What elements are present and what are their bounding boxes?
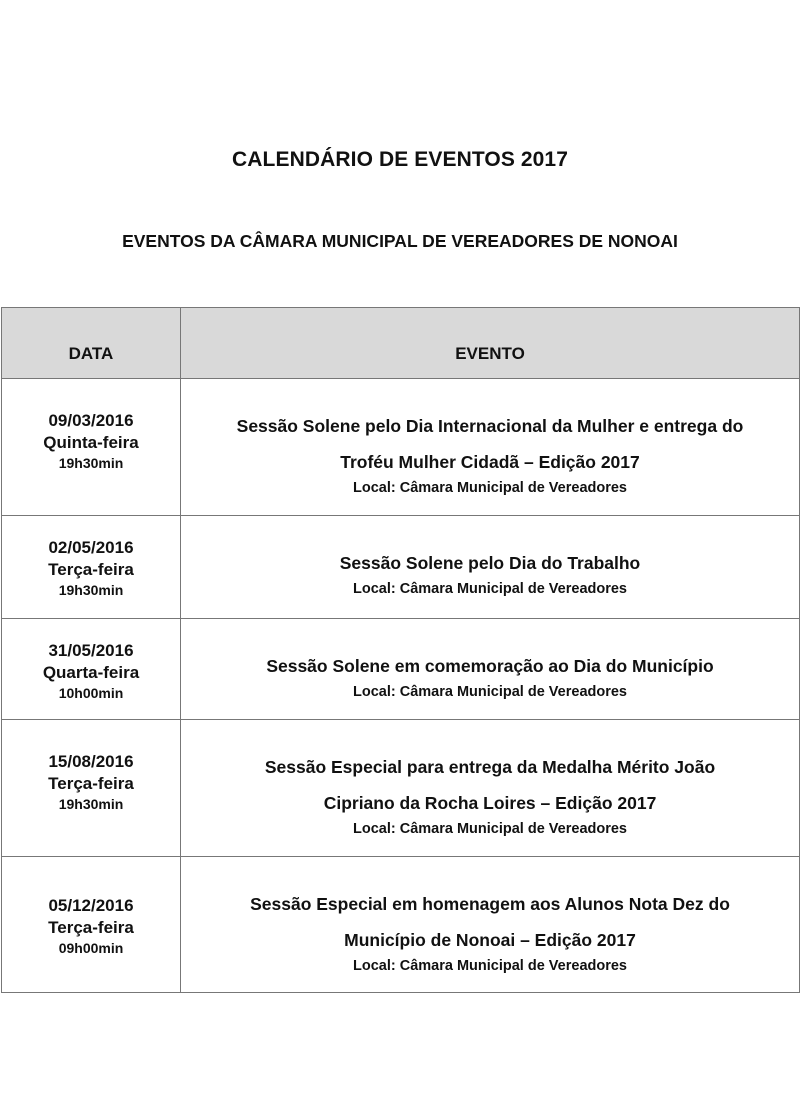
event-date: 05/12/2016 bbox=[48, 896, 134, 915]
event-cell bbox=[181, 379, 800, 516]
event-title-line: Troféu Mulher Cidadã – Edição 2017 bbox=[340, 452, 640, 472]
event-date: 15/08/2016 bbox=[48, 752, 134, 771]
event-title-line: Sessão Solene pelo Dia Internacional da Mulher e entrega do bbox=[236, 416, 744, 436]
table-row bbox=[2, 619, 800, 720]
date-cell bbox=[2, 720, 181, 857]
event-title-line: Cipriano da Rocha Loires – Edição 2017 bbox=[323, 793, 657, 813]
event-time: 09h00min bbox=[58, 940, 124, 956]
event-weekday: Terça-feira bbox=[48, 560, 134, 579]
event-weekday: Quinta-feira bbox=[43, 433, 139, 452]
event-location: Local: Câmara Municipal de Vereadores bbox=[353, 958, 627, 974]
event-location: Local: Câmara Municipal de Vereadores bbox=[353, 821, 627, 837]
table-header-row bbox=[2, 308, 800, 379]
event-weekday: Terça-feira bbox=[48, 774, 134, 793]
event-time: 19h30min bbox=[58, 582, 124, 598]
event-title-line: Sessão Especial para entrega da Medalha Mérito João bbox=[264, 757, 716, 777]
table-row bbox=[2, 379, 800, 516]
event-time: 19h30min bbox=[58, 796, 124, 812]
event-location: Local: Câmara Municipal de Vereadores bbox=[353, 684, 627, 700]
table-row bbox=[2, 516, 800, 619]
event-cell bbox=[181, 619, 800, 720]
events-table bbox=[1, 307, 800, 993]
event-location: Local: Câmara Municipal de Vereadores bbox=[353, 480, 627, 496]
event-cell bbox=[181, 516, 800, 619]
page-subtitle: EVENTOS DA CÂMARA MUNICIPAL DE VEREADORES DE NONOAI bbox=[122, 231, 678, 251]
date-cell bbox=[2, 857, 181, 993]
event-date: 02/05/2016 bbox=[48, 538, 134, 557]
event-location: Local: Câmara Municipal de Vereadores bbox=[353, 581, 627, 597]
event-cell bbox=[181, 720, 800, 857]
column-header-event: EVENTO bbox=[181, 308, 800, 379]
event-title-line: Sessão Solene pelo Dia do Trabalho bbox=[339, 553, 641, 573]
page-title: CALENDÁRIO DE EVENTOS 2017 bbox=[232, 148, 568, 171]
event-cell bbox=[181, 857, 800, 993]
event-title-line: Município de Nonoai – Edição 2017 bbox=[344, 930, 636, 950]
event-time: 10h00min bbox=[58, 685, 124, 701]
event-title-line: Sessão Especial em homenagem aos Alunos Nota Dez do bbox=[250, 894, 730, 914]
column-header-date: DATA bbox=[2, 308, 181, 379]
event-time: 19h30min bbox=[58, 455, 124, 471]
event-title-line: Sessão Solene em comemoração ao Dia do Município bbox=[266, 656, 714, 676]
date-cell bbox=[2, 619, 181, 720]
date-cell bbox=[2, 379, 181, 516]
event-date: 31/05/2016 bbox=[48, 641, 134, 660]
event-weekday: Terça-feira bbox=[48, 918, 134, 937]
event-weekday: Quarta-feira bbox=[42, 663, 140, 682]
table-row bbox=[2, 857, 800, 993]
date-cell bbox=[2, 516, 181, 619]
event-date: 09/03/2016 bbox=[48, 411, 134, 430]
table-row bbox=[2, 720, 800, 857]
